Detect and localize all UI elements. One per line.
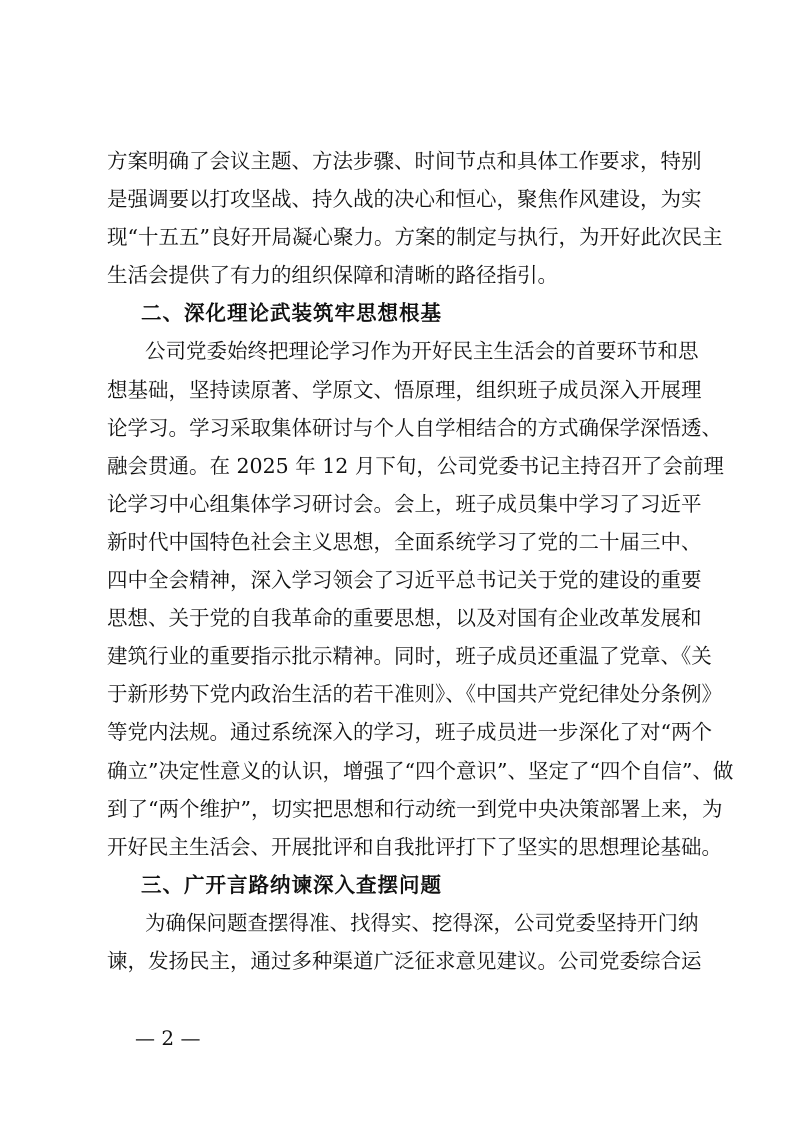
section-heading-2: 二、深化理论武装筑牢思想根基 xyxy=(141,301,442,326)
body-line: 思想、关于党的自我革命的重要思想，以及对国有企业改革发展和 xyxy=(107,606,702,631)
body-line: 公司党委始终把理论学习作为开好民主生活会的首要环节和思 xyxy=(145,339,699,364)
page-number: — 2 — xyxy=(135,1026,201,1050)
section-heading-3: 三、广开言路纳谏深入查摆问题 xyxy=(141,872,442,897)
body-line: 生活会提供了有力的组织保障和清晰的路径指引。 xyxy=(107,263,558,288)
body-line: 融会贯通。在 2025 年 12 月下旬，公司党委书记主持召开了会前理 xyxy=(107,453,724,478)
body-line: 论学习。学习采取集体研讨与个人自学相结合的方式确保学深悟透、 xyxy=(107,415,722,440)
document-body xyxy=(107,142,734,980)
body-line: 是强调要以打攻坚战、持久战的决心和恒心，聚焦作风建设，为实 xyxy=(107,187,702,212)
body-line: 想基础，坚持读原著、学原文、悟原理，组织班子成员深入开展理 xyxy=(107,377,702,402)
body-line: 谏，发扬民主，通过多种渠道广泛征求意见建议。公司党委综合运 xyxy=(107,948,702,973)
body-line: 四中全会精神，深入学习领会了习近平总书记关于党的建设的重要 xyxy=(107,568,702,593)
body-line: 为确保问题查摆得准、找得实、挖得深，公司党委坚持开门纳 xyxy=(145,910,699,935)
body-line: 到了“两个维护”，切实把思想和行动统一到党中央决策部署上来，为 xyxy=(107,796,723,821)
body-line: 开好民主生活会、开展批评和自我批评打下了坚实的思想理论基础。 xyxy=(107,834,722,859)
body-line: 于新形势下党内政治生活的若干准则》、《中国共产党纪律处分条例》 xyxy=(107,682,722,707)
body-line: 新时代中国特色社会主义思想，全面系统学习了党的二十届三中、 xyxy=(107,529,702,554)
body-line: 确立”决定性意义的认识，增强了“四个意识”、坚定了“四个自信”、做 xyxy=(107,758,734,783)
body-line: 论学习中心组集体学习研讨会。会上，班子成员集中学习了习近平 xyxy=(107,491,702,516)
body-line: 方案明确了会议主题、方法步骤、时间节点和具体工作要求，特别 xyxy=(107,149,702,173)
body-line: 现“十五五”良好开局凝心聚力。方案的制定与执行，为开好此次民主 xyxy=(107,225,723,250)
body-line: 建筑行业的重要指示批示精神。同时，班子成员还重温了党章、《关 xyxy=(107,644,712,669)
body-line: 等党内法规。通过系统深入的学习，班子成员进一步深化了对“两个 xyxy=(107,720,712,745)
